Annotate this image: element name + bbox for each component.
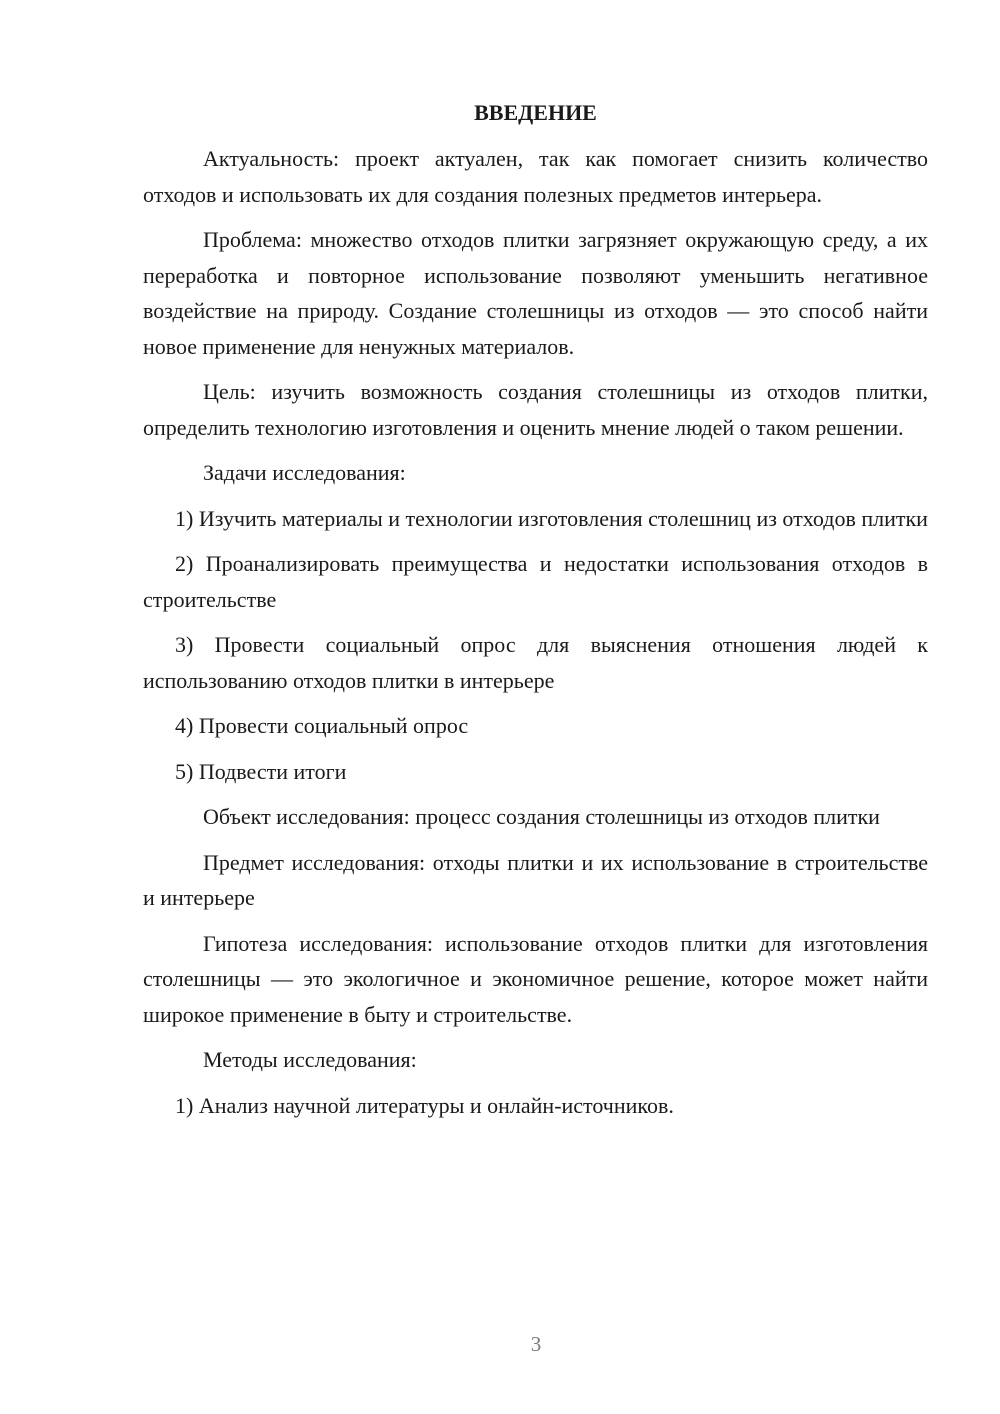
subject-paragraph: Предмет исследования: отходы плитки и их использование в строительстве и интерьере [143, 849, 928, 910]
task-item-1: 1) Изучить материалы и технологии изготовления столешниц из отходов плитки [175, 505, 928, 531]
page-number: 3 [530, 1332, 542, 1356]
task-item-2: 2) Проанализировать преимущества и недостатки использования отходов в строительстве [143, 551, 928, 612]
hypothesis-paragraph: Гипотеза исследования: использование отходов плитки для изготовления столешницы — это экологичное и экономичное решение, которое может найти широкое применение в быту и строительстве. [143, 930, 928, 1027]
method-item-1: 1) Анализ научной литературы и онлайн-источников. [175, 1092, 674, 1118]
goal-paragraph: Цель: изучить возможность создания столешницы из отходов плитки, определить технологию изготовления и оценить мнение людей о таком решении. [143, 379, 928, 440]
task-item-5: 5) Подвести итоги [175, 758, 347, 784]
problem-paragraph: Проблема: множество отходов плитки загрязняет окружающую среду, а их переработка и повторное использование позволяют уменьшить негативное воздействие на природу. Создание столешницы из отходов — это способ найти новое применение для ненужных материалов. [143, 227, 928, 359]
tasks-heading: Задачи исследования: [203, 460, 406, 485]
object-paragraph: Объект исследования: процесс создания столешницы из отходов плитки [203, 804, 880, 829]
relevance-paragraph: Актуальность: проект актуален, так как помогает снизить количество отходов и использовать их для создания полезных предметов интерьера. [143, 146, 928, 207]
methods-heading: Методы исследования: [203, 1047, 417, 1072]
section-title: ВВЕДЕНИЕ [474, 100, 597, 125]
task-item-4: 4) Провести социальный опрос [175, 713, 469, 738]
document-page [143, 95, 928, 1133]
task-item-3: 3) Провести социальный опрос для выяснения отношения людей к использованию отходов плитки в интерьере [143, 632, 928, 693]
